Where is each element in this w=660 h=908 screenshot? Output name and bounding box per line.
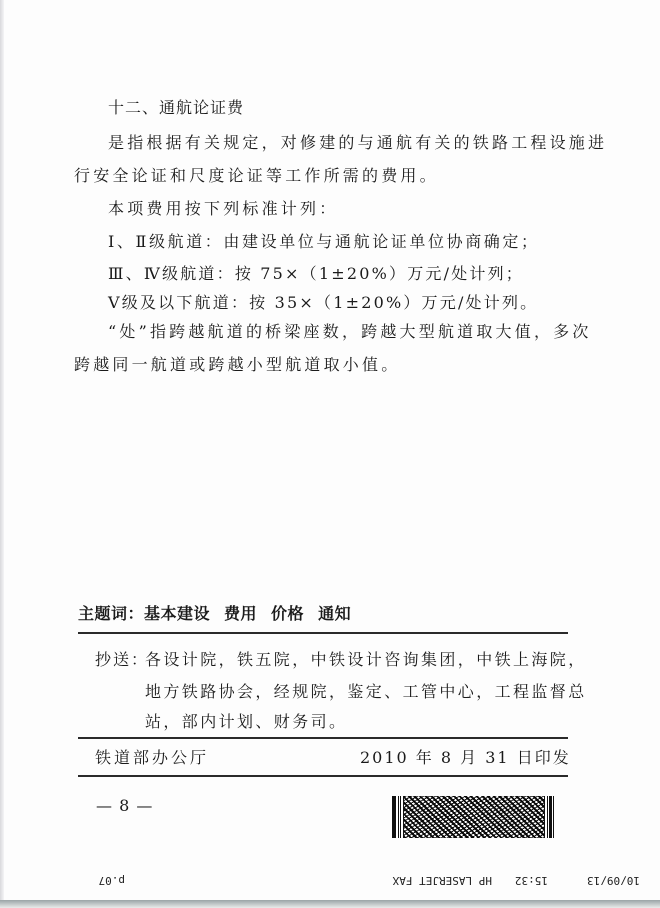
divider-rule [78,737,568,739]
page-edge-shadow [0,0,4,908]
fax-time: 15:32 [514,874,548,887]
section-heading: 十二、通航论证费 [108,98,245,117]
cc-label: 抄送： [95,650,150,669]
rule-item: Ⅰ、Ⅱ级航道：由建设单位与通航论证单位协商确定； [108,232,540,251]
fax-page: p.07 [98,874,125,887]
divider-rule [78,632,568,634]
cc-line: 站，部内计划、财务司。 [145,712,348,731]
rule-item: Ⅲ、Ⅳ级航道：按 75×（1±20%）万元/处计列； [108,264,525,283]
note-line: 跨越同一航道或跨越小型航道取小值。 [74,355,401,374]
pdf417-barcode [392,796,554,838]
standard-intro: 本项费用按下列标准计列： [108,199,339,218]
keyword: 基本建设 [144,604,211,623]
keyword: 费用 [224,604,258,623]
fax-date: 10/09/13 [587,874,640,887]
cc-line: 各设计院，铁五院，中铁设计咨询集团，中铁上海院， [145,650,587,669]
page-number: — 8 — [96,796,154,815]
paragraph-line: 行安全论证和尺度论证等工作所需的费用。 [74,166,439,185]
keyword: 价格 [271,604,305,623]
fax-transmission-header [0,868,660,892]
issue-date: 2010 年 8 月 31 日印发 [360,748,571,767]
keywords-row [78,604,365,624]
paragraph-line: 是指根据有关规定，对修建的与通航有关的铁路工程设施进 [108,133,608,152]
divider-rule [78,775,568,777]
cc-line: 地方铁路协会，经规院，鉴定、工管中心，工程监督总 [145,682,587,701]
keywords-label: 主题词： [78,604,145,623]
rule-item: Ⅴ级及以下航道：按 35×（1±20%）万元/处计列。 [108,293,539,312]
keyword: 通知 [318,604,352,623]
issuing-office: 铁道部办公厅 [95,748,210,767]
note-line: “处”指跨越航道的桥梁座数，跨越大型航道取大值，多次 [108,322,592,341]
page-edge-shadow [0,900,660,908]
fax-device: HP LASERJET FAX [392,874,492,887]
